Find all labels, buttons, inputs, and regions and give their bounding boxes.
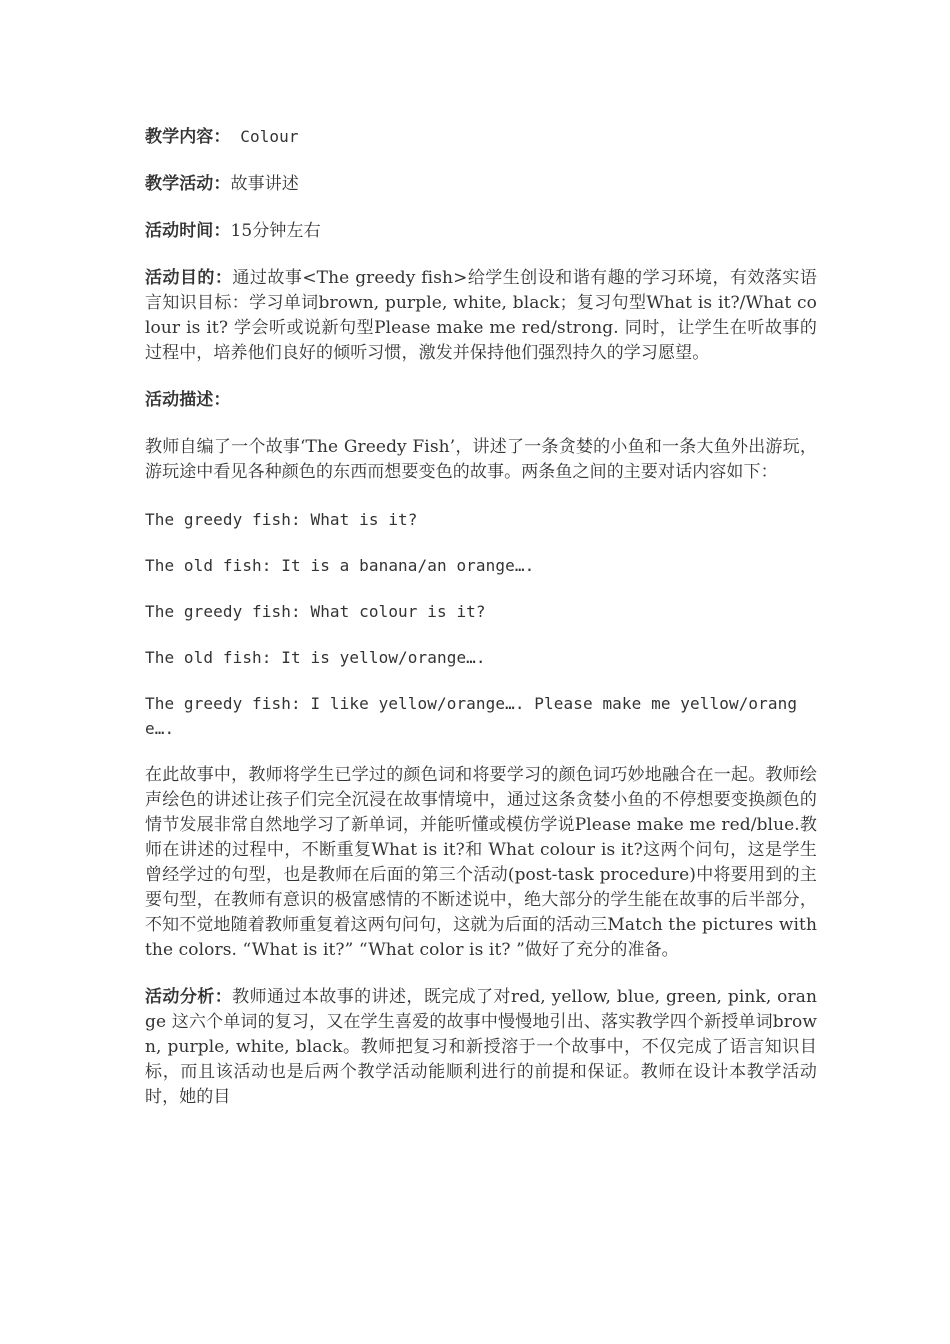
teaching-activity-value: 故事讲述 <box>230 174 299 194</box>
activity-analysis-text: 教师通过本故事的讲述，既完成了对red, yellow, blue, green, pink, orange 这六个单词的复习，又在学生喜爱的故事中慢慢地引出、落实教学四个新授单词brown, purple, white, black。教师把复习和新授溶于一个故事中，不仅完成了语言知识目标，而且该活动也是后两个教学活动能顺利进行的前提和保证。教师在设计本教学活动时，她的目 <box>145 987 818 1107</box>
story-explanation-paragraph: 在此故事中，教师将学生已学过的颜色词和将要学习的颜色词巧妙地融合在一起。教师绘声绘色的讲述让孩子们完全沉浸在故事情境中，通过这条贪婪小鱼的不停想要变换颜色的情节发展非常自然地学习了新单词，并能听懂或模仿学说Please make me red/blue.教师在讲述的过程中，不断重复What is it?和 What colour is it?这两个问句，这是学生曾经学过的句型，也是教师在后面的第三个活动(post-task procedure)中将要用到的主要句型，在教师有意识的极富感情的不断述说中，绝大部分的学生能在故事的后半部分，不知不觉地随着教师重复着这两句问句，这就为后面的活动三Match the pictures with the colors. “What is it?” “What color is it? ”做好了充分的准备。 <box>145 765 817 960</box>
activity-description-heading <box>145 388 817 413</box>
dialogue-line: The greedy fish: What is it? <box>145 510 418 529</box>
activity-analysis-label: 活动分析： <box>145 987 233 1007</box>
activity-time-value: 15分钟左右 <box>230 221 321 241</box>
teaching-activity-label: 教学活动： <box>145 174 231 194</box>
activity-purpose-label: 活动目的： <box>145 268 233 288</box>
activity-time-label: 活动时间： <box>145 221 231 241</box>
dialogue-line: The old fish: It is yellow/orange…. <box>145 648 486 667</box>
teaching-content-value: Colour <box>230 127 299 146</box>
document-content <box>145 124 817 1110</box>
teaching-activity-line <box>145 172 817 197</box>
dialogue-line: The old fish: It is a banana/an orange…. <box>145 556 535 575</box>
dialogue-line: The greedy fish: I like yellow/orange…. Please make me yellow/orange…. <box>145 694 798 738</box>
activity-description-label: 活动描述： <box>145 390 231 410</box>
activity-purpose-paragraph <box>145 266 817 366</box>
activity-purpose-text: 通过故事<The greedy fish>给学生创设和谐有趣的学习环境，有效落实语言知识目标：学习单词brown, purple, white, black；复习句型What is it?/What colour is it? 学会听或说新句型Please make me red/strong. 同时，让学生在听故事的过程中，培养他们良好的倾听习惯，激发并保持他们强烈持久的学习愿望。 <box>145 268 818 363</box>
activity-time-line <box>145 219 817 244</box>
activity-description-paragraph: 教师自编了一个故事‘The Greedy Fish’，讲述了一条贪婪的小鱼和一条大鱼外出游玩，游玩途中看见各种颜色的东西而想要变色的故事。两条鱼之间的主要对话内容如下： <box>145 437 817 482</box>
activity-analysis-paragraph <box>145 985 817 1110</box>
teaching-content-label: 教学内容： <box>145 127 231 147</box>
teaching-content-line <box>145 124 817 150</box>
dialogue-line: The greedy fish: What colour is it? <box>145 602 486 621</box>
